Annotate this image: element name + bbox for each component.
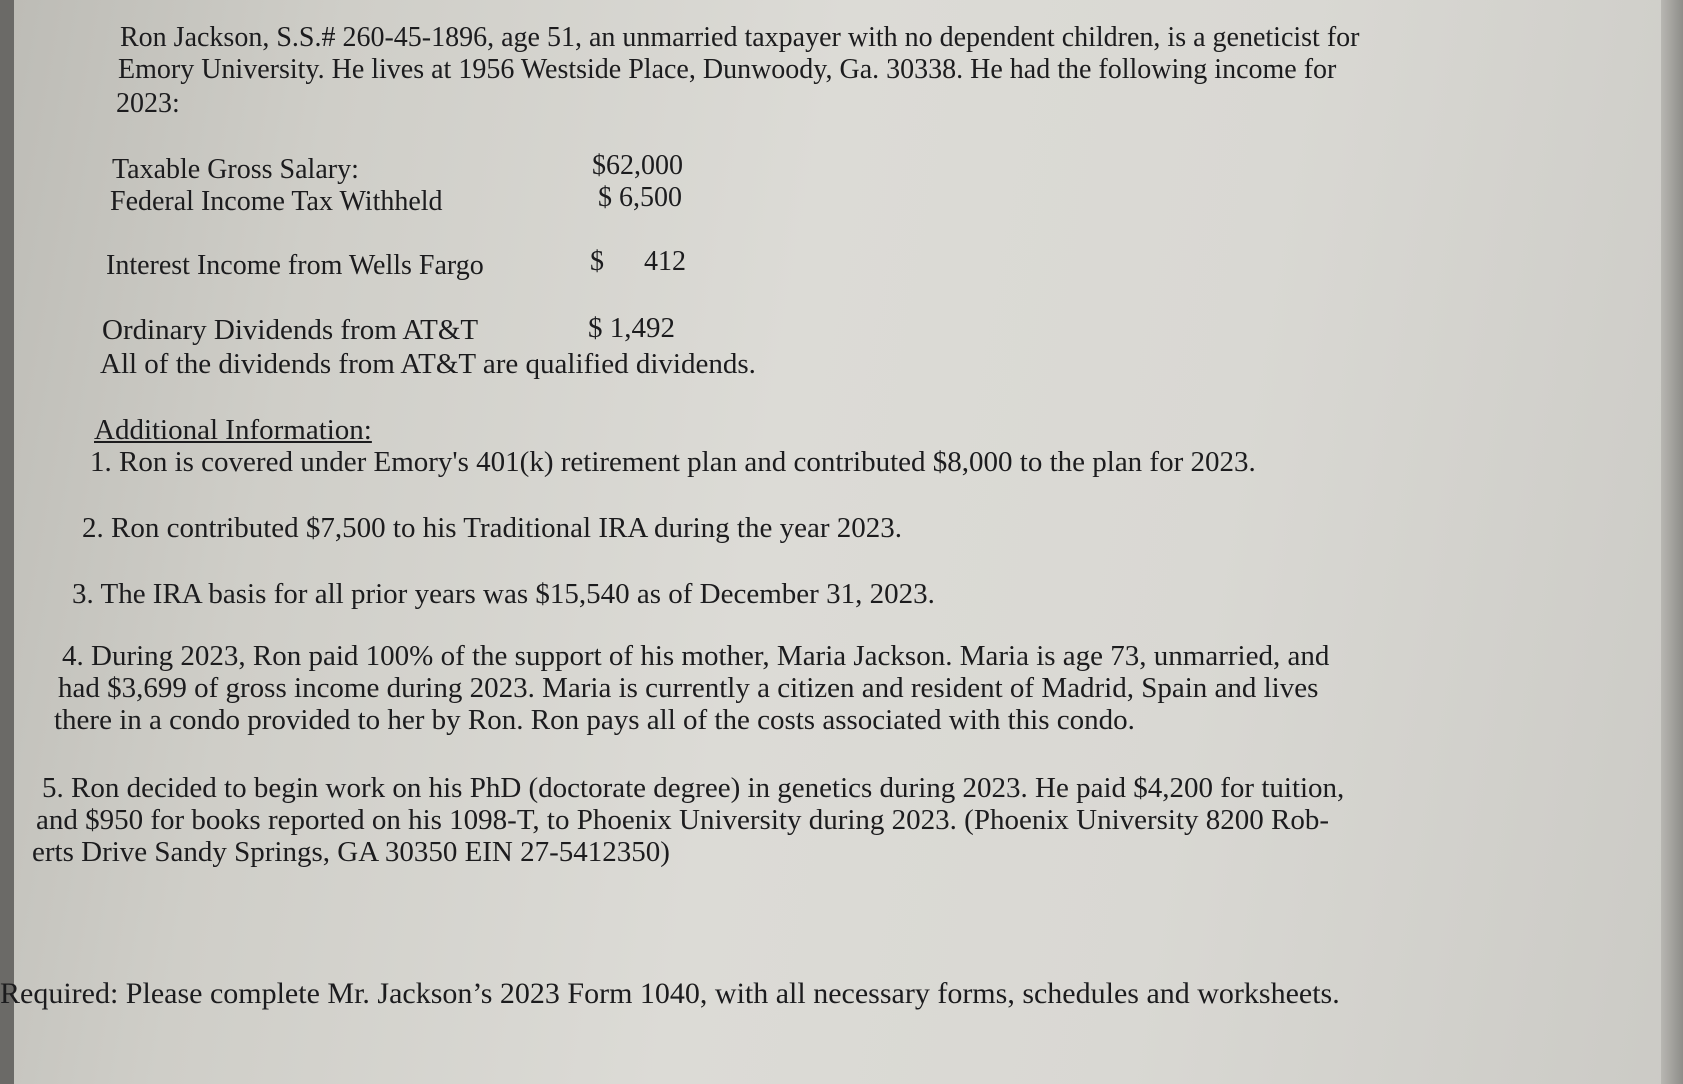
additional-item-3: 3. The IRA basis for all prior years was $15,540 as of December 31, 2023.	[72, 578, 935, 610]
additional-item-4-line-3: there in a condo provided to her by Ron. Ron pays all of the costs associated with this condo.	[54, 704, 1135, 736]
dividends-label: Ordinary Dividends from AT&T	[102, 314, 479, 346]
salary-value: $62,000	[592, 150, 683, 181]
intro-line-2: Emory University. He lives at 1956 Westside Place, Dunwoody, Ga. 30338. He had the following income for	[118, 54, 1337, 85]
intro-line-1: Ron Jackson, S.S.# 260-45-1896, age 51, an unmarried taxpayer with no dependent children, is a geneticist for	[120, 22, 1360, 53]
dividends-note: All of the dividends from AT&T are qualified dividends.	[100, 348, 756, 380]
additional-item-2: 2. Ron contributed $7,500 to his Traditional IRA during the year 2023.	[82, 512, 903, 544]
interest-label: Interest Income from Wells Fargo	[106, 250, 484, 281]
withheld-value: $ 6,500	[598, 182, 682, 213]
additional-item-4-line-1: 4. During 2023, Ron paid 100% of the support of his mother, Maria Jackson. Maria is age 73, unmarried, and	[62, 640, 1330, 672]
dividends-value: $ 1,492	[588, 312, 675, 344]
interest-currency: $	[590, 246, 604, 277]
page-edge	[1661, 0, 1683, 1084]
interest-value: 412	[644, 246, 686, 277]
additional-heading: Additional Information:	[94, 414, 372, 446]
intro-line-3: 2023:	[116, 88, 180, 119]
additional-item-5-line-3: erts Drive Sandy Springs, GA 30350 EIN 27-5412350)	[32, 836, 670, 868]
salary-label: Taxable Gross Salary:	[112, 154, 359, 185]
withheld-label: Federal Income Tax Withheld	[110, 186, 443, 217]
required-text: Required: Please complete Mr. Jackson’s 2023 Form 1040, with all necessary forms, schedules and worksheets.	[0, 977, 1340, 1010]
additional-item-4-line-2: had $3,699 of gross income during 2023. Maria is currently a citizen and resident of Madrid, Spain and lives	[58, 672, 1319, 704]
additional-item-5-line-2: and $950 for books reported on his 1098-T, to Phoenix University during 2023. (Phoenix University 8200 Rob-	[36, 804, 1330, 836]
additional-item-1: 1. Ron is covered under Emory's 401(k) retirement plan and contributed $8,000 to the plan for 2023.	[90, 446, 1256, 478]
additional-item-5-line-1: 5. Ron decided to begin work on his PhD (doctorate degree) in genetics during 2023. He paid $4,200 for tuition,	[42, 772, 1345, 804]
